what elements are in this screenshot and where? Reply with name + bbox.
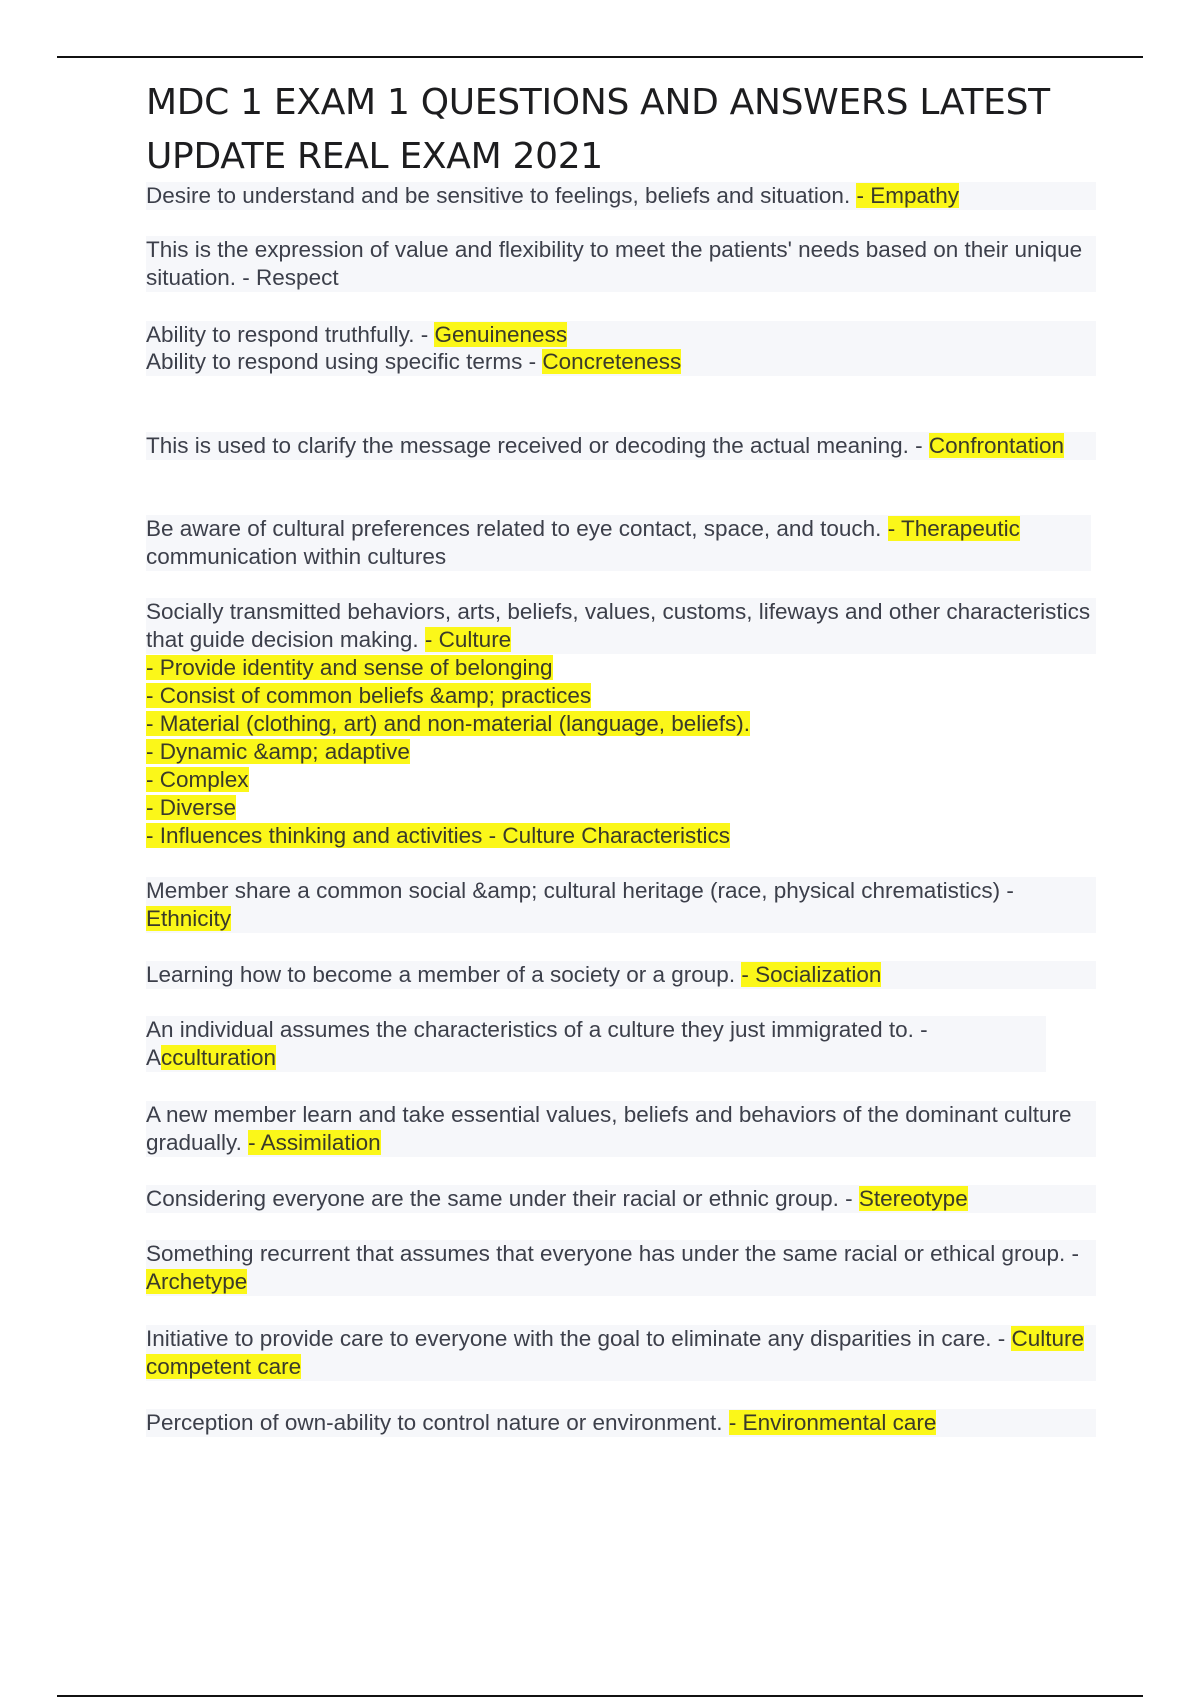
answer-highlight: Concreteness (542, 349, 682, 374)
qa-item (146, 515, 1091, 571)
bottom-rule (57, 1695, 1143, 1697)
qa-item (146, 1325, 1096, 1381)
qa-item (146, 182, 1096, 210)
list-item: - Complex (146, 767, 249, 792)
question-text: Ability to respond truthfully. - (146, 322, 435, 347)
list-item: - Influences thinking and activities - Culture Characteristics (146, 823, 731, 848)
top-rule (57, 56, 1143, 58)
question-text: A new member learn and take essential values, beliefs and behaviors of the dominant culture gradually. (146, 1102, 1072, 1155)
qa-item (146, 348, 1096, 376)
answer-highlight: cculturation (161, 1045, 277, 1070)
answer-highlight: Genuineness (434, 322, 568, 347)
question-text: Member share a common social &amp; cultural heritage (race, physical chrematistics) - (146, 878, 1014, 903)
answer-highlight: Stereotype (858, 1186, 968, 1211)
question-text: Initiative to provide care to everyone with the goal to eliminate any disparities in care. - (146, 1326, 1012, 1351)
answer-highlight: - Assimilation (248, 1130, 381, 1155)
qa-item (146, 321, 1096, 349)
list-item: - Consist of common beliefs &amp; practices (146, 683, 592, 708)
answer-highlight: - Culture (424, 627, 512, 652)
question-text: An individual assumes the characteristics of a culture they just immigrated to. - A (146, 1017, 928, 1070)
question-text: Ability to respond using specific terms - (146, 349, 543, 374)
list-item: - Material (clothing, art) and non-material (language, beliefs). (146, 711, 751, 736)
qa-item (146, 598, 1096, 654)
qa-item (146, 236, 1096, 292)
question-tail: communication within cultures (146, 544, 447, 569)
question-text: This is the expression of value and flexibility to meet the patients' needs based on their unique situation. - Respect (146, 237, 1083, 290)
qa-item (146, 432, 1096, 460)
question-text: Desire to understand and be sensitive to feelings, beliefs and situation. (146, 183, 857, 208)
question-text: Socially transmitted behaviors, arts, beliefs, values, customs, lifeways and other characteristics that guide decision making. (146, 599, 1091, 652)
answer-highlight: - Empathy (856, 183, 959, 208)
qa-item (146, 1185, 1096, 1213)
answer-highlight: - Socialization (741, 962, 882, 987)
answer-highlight: Ethnicity (146, 906, 232, 931)
qa-item (146, 1016, 1046, 1072)
answer-highlight: - Therapeutic (887, 516, 1020, 541)
qa-item (146, 877, 1096, 933)
answer-highlight: Confrontation (928, 433, 1065, 458)
document-title: MDC 1 EXAM 1 QUESTIONS AND ANSWERS LATEST UPDATE REAL EXAM 2021 (146, 82, 1050, 177)
qa-item (146, 1240, 1096, 1296)
culture-block (146, 598, 1096, 850)
question-text: Learning how to become a member of a society or a group. (146, 962, 742, 987)
answer-highlight: - Environmental care (728, 1410, 937, 1435)
question-text: Be aware of cultural preferences related to eye contact, space, and touch. (146, 516, 888, 541)
question-text: Considering everyone are the same under their racial or ethnic group. - (146, 1186, 859, 1211)
qa-item (146, 1409, 1096, 1437)
list-item: - Diverse (146, 795, 237, 820)
culture-characteristics-list (146, 654, 1096, 850)
answer-highlight: Culture competent care (146, 1326, 1084, 1379)
qa-item (146, 961, 1096, 989)
qa-item (146, 1101, 1096, 1157)
question-text: Perception of own-ability to control nature or environment. (146, 1410, 729, 1435)
list-item: - Provide identity and sense of belonging (146, 655, 553, 680)
answer-highlight: Archetype (146, 1269, 248, 1294)
question-text: This is used to clarify the message received or decoding the actual meaning. - (146, 433, 929, 458)
question-text: Something recurrent that assumes that everyone has under the same racial or ethical group. - (146, 1241, 1079, 1266)
list-item: - Dynamic &amp; adaptive (146, 739, 410, 764)
